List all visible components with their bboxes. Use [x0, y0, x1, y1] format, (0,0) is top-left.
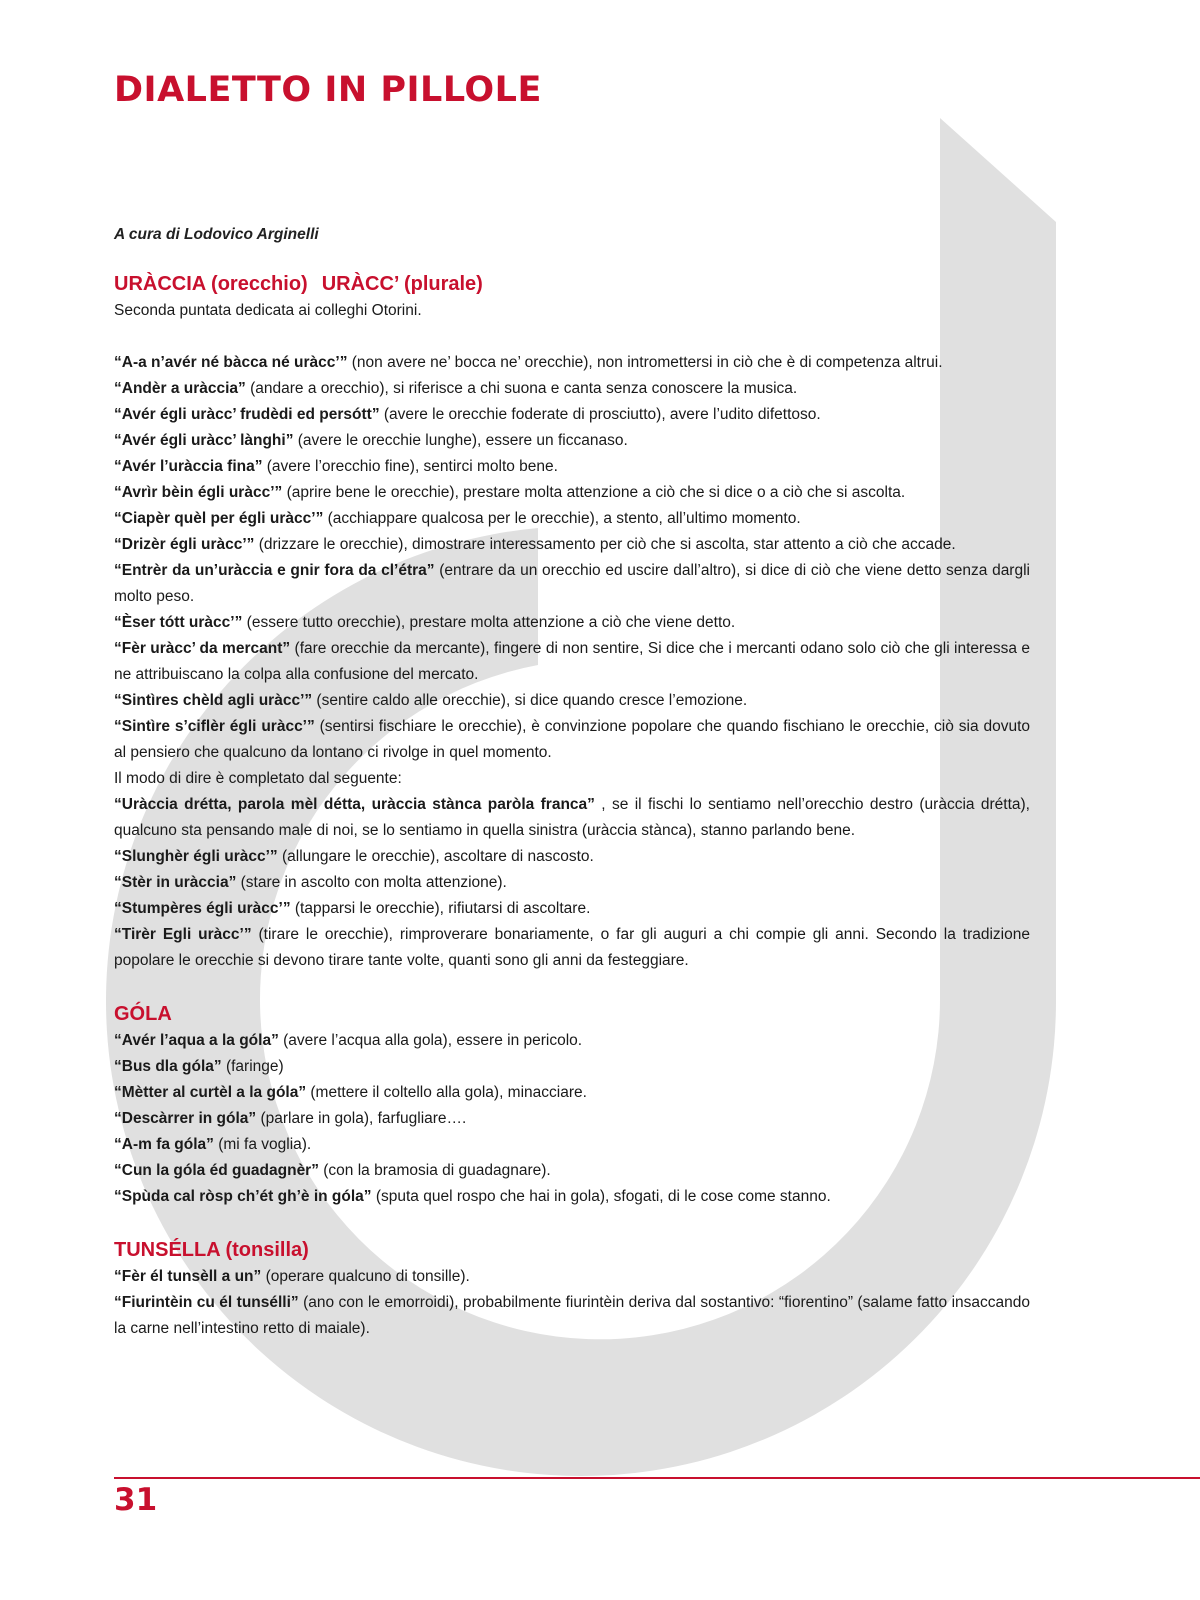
article-body	[114, 270, 1030, 1368]
entry-item	[114, 480, 1030, 506]
entry-definition: (stare in ascolto con molta attenzione).	[236, 874, 507, 891]
section-intro: Seconda puntata dedicata ai colleghi Otorini.	[114, 302, 422, 319]
entry-definition: (allungare le orecchie), ascoltare di nascosto.	[277, 848, 594, 865]
entry-term: “Fèr uràcc’ da mercant”	[114, 640, 291, 657]
entry-definition: (non avere ne’ bocca ne’ orecchie), non intromettersi in ciò che è di competenza altrui.	[347, 354, 943, 371]
entry-definition: (tirare le orecchie), rimproverare bonariamente, o far gli auguri a chi compie gli anni. Secondo la tradizione popolare le orecchie si devono tirare tante volte, quanti sono gli anni da festeggiare.	[114, 926, 1030, 969]
section-title: GÓLA	[114, 1003, 172, 1025]
entry-term: “Drizèr égli uràcc’”	[114, 536, 255, 553]
entry-item	[114, 454, 1030, 480]
entry-item	[114, 402, 1030, 428]
entry-term: “Spùda cal ròsp ch’ét gh’è in góla”	[114, 1188, 372, 1205]
entry-definition: (avere l’orecchio fine), sentirci molto bene.	[262, 458, 558, 475]
entry-term: “Avér l’uràccia fina”	[114, 458, 263, 475]
entry-term: “Èser tótt uràcc’”	[114, 614, 243, 631]
section-title-main: URÀCCIA (orecchio)	[114, 273, 308, 295]
entry-definition: (tapparsi le orecchie), rifiutarsi di ascoltare.	[290, 900, 591, 917]
entry-term: “Slunghèr égli uràcc’”	[114, 848, 278, 865]
entry-item	[114, 688, 1030, 714]
section-gola	[114, 1000, 1030, 1210]
entry-term: “Uràccia drétta, parola mèl détta, uràccia stànca paròla franca”	[114, 796, 595, 813]
section-uraccia	[114, 270, 1030, 974]
entry-term: “A-a n’avér né bàcca né uràcc’”	[114, 354, 348, 371]
entry-item	[114, 1132, 1030, 1158]
entry-item	[114, 1080, 1030, 1106]
entry-definition: (sentirsi fischiare le orecchie), è convinzione popolare che quando fischiano le orecchie, ciò sia dovuto al pensiero che qualcuno da lontano ci rivolge in quel momento.	[114, 718, 1030, 761]
entry-term: “Stumpères égli uràcc’”	[114, 900, 291, 917]
entry-definition: (con la bramosia di guadagnare).	[318, 1162, 551, 1179]
entry-item	[114, 558, 1030, 610]
entry-definition: (essere tutto orecchie), prestare molta attenzione a ciò che viene detto.	[242, 614, 736, 631]
entry-term: “A-m fa góla”	[114, 1136, 214, 1153]
entry-item	[114, 1264, 1030, 1290]
entry-definition: (drizzare le orecchie), dimostrare interessamento per ciò che si ascolta, star attento a ciò che accade.	[254, 536, 956, 553]
footer-rule	[114, 1477, 1200, 1479]
entry-term: “Bus dla góla”	[114, 1058, 222, 1075]
entry-item	[114, 1158, 1030, 1184]
section-title-plural: URÀCC’ (plurale)	[321, 273, 483, 295]
entry-definition: (sentire caldo alle orecchie), si dice quando cresce l’emozione.	[312, 692, 748, 709]
entry-item	[114, 714, 1030, 766]
entry-term: “Sintìres chèld agli uràcc’”	[114, 692, 313, 709]
entry-item	[114, 844, 1030, 870]
entry-term: “Entrèr da un’uràccia e gnir fora da cl’étra”	[114, 562, 435, 579]
entry-item	[114, 376, 1030, 402]
entry-definition: Il modo di dire è completato dal seguente:	[114, 770, 402, 787]
entry-definition: (sputa quel rospo che hai in gola), sfogati, di le cose come stanno.	[371, 1188, 831, 1205]
section-title: TUNSÉLLA (tonsilla)	[114, 1239, 309, 1261]
entry-term: “Fèr él tunsèll a un”	[114, 1268, 262, 1285]
entry-definition: (faringe)	[221, 1058, 284, 1075]
entry-definition: (ano con le emorroidi), probabilmente fiurintèin deriva dal sostantivo: “fiorentino” (salame fatto insaccando la carne nell’intestino retto di maiale).	[114, 1294, 1030, 1337]
entry-term: “Stèr in uràccia”	[114, 874, 237, 891]
entry-note	[114, 766, 1030, 792]
entry-term: “Sintìre s’ciflèr égli uràcc’”	[114, 718, 315, 735]
entry-term: “Tirèr Egli uràcc’”	[114, 926, 252, 943]
section-title	[114, 270, 1030, 298]
entry-item	[114, 1184, 1030, 1210]
entry-item	[114, 350, 1030, 376]
entry-term: “Descàrrer in góla”	[114, 1110, 257, 1127]
entry-definition: (entrare da un orecchio ed uscire dall’altro), si dice di ciò che viene detto senza dargli molto peso.	[114, 562, 1030, 605]
entry-term: “Ciapèr quèl per égli uràcc’”	[114, 510, 324, 527]
entry-item	[114, 532, 1030, 558]
entry-item	[114, 922, 1030, 974]
entry-list	[114, 1264, 1030, 1342]
entry-item	[114, 636, 1030, 688]
entry-item	[114, 1106, 1030, 1132]
entry-definition: (aprire bene le orecchie), prestare molta attenzione a ciò che si dice o a ciò che si ascolta.	[282, 484, 906, 501]
entry-definition: (avere l’acqua alla gola), essere in pericolo.	[278, 1032, 583, 1049]
entry-list	[114, 1028, 1030, 1210]
entry-definition: (andare a orecchio), si riferisce a chi suona e canta senza conoscere la musica.	[245, 380, 798, 397]
entry-definition: (parlare in gola), farfugliare….	[256, 1110, 467, 1127]
entry-item	[114, 1290, 1030, 1342]
entry-definition: (mettere il coltello alla gola), minacciare.	[306, 1084, 587, 1101]
entry-term: “Andèr a uràccia”	[114, 380, 246, 397]
entry-definition: (mi fa voglia).	[213, 1136, 312, 1153]
entry-term: “Avér égli uràcc’ frudèdi ed persótt”	[114, 406, 380, 423]
page-title: DIALETTO IN PILLOLE	[114, 70, 542, 110]
entry-definition: (fare orecchie da mercante), fingere di non sentire, Si dice che i mercanti odano solo ciò che gli interessa e ne attribuiscano la colpa alla confusione del mercato.	[114, 640, 1030, 683]
entry-list	[114, 350, 1030, 974]
entry-term: “Avér égli uràcc’ lànghi”	[114, 432, 294, 449]
entry-item	[114, 1054, 1030, 1080]
entry-item	[114, 870, 1030, 896]
entry-definition: (avere le orecchie foderate di prosciutto), avere l’udito difettoso.	[379, 406, 821, 423]
entry-item	[114, 428, 1030, 454]
entry-definition: (operare qualcuno di tonsille).	[261, 1268, 470, 1285]
entry-item	[114, 896, 1030, 922]
section-tunsella	[114, 1236, 1030, 1342]
entry-item	[114, 506, 1030, 532]
byline: A cura di Lodovico Arginelli	[114, 226, 319, 243]
entry-item	[114, 1028, 1030, 1054]
entry-term: “Cun la góla éd guadagnèr”	[114, 1162, 319, 1179]
entry-term: “Avér l’aqua a la góla”	[114, 1032, 279, 1049]
entry-definition: (acchiappare qualcosa per le orecchie), a stento, all’ultimo momento.	[323, 510, 801, 527]
entry-term: “Avrìr bèin égli uràcc’”	[114, 484, 283, 501]
entry-item	[114, 792, 1030, 844]
page-number: 31	[114, 1482, 158, 1518]
entry-definition: , se il fischi lo sentiamo nell’orecchio destro (uràccia drétta), qualcuno sta pensando male di noi, se lo sentiamo in quella sinistra (uràccia stànca), stanno parlando bene.	[114, 796, 1030, 839]
entry-item	[114, 610, 1030, 636]
entry-term: “Mètter al curtèl a la góla”	[114, 1084, 307, 1101]
entry-definition: (avere le orecchie lunghe), essere un ficcanaso.	[293, 432, 628, 449]
entry-term: “Fiurintèin cu él tunsélli”	[114, 1294, 299, 1311]
